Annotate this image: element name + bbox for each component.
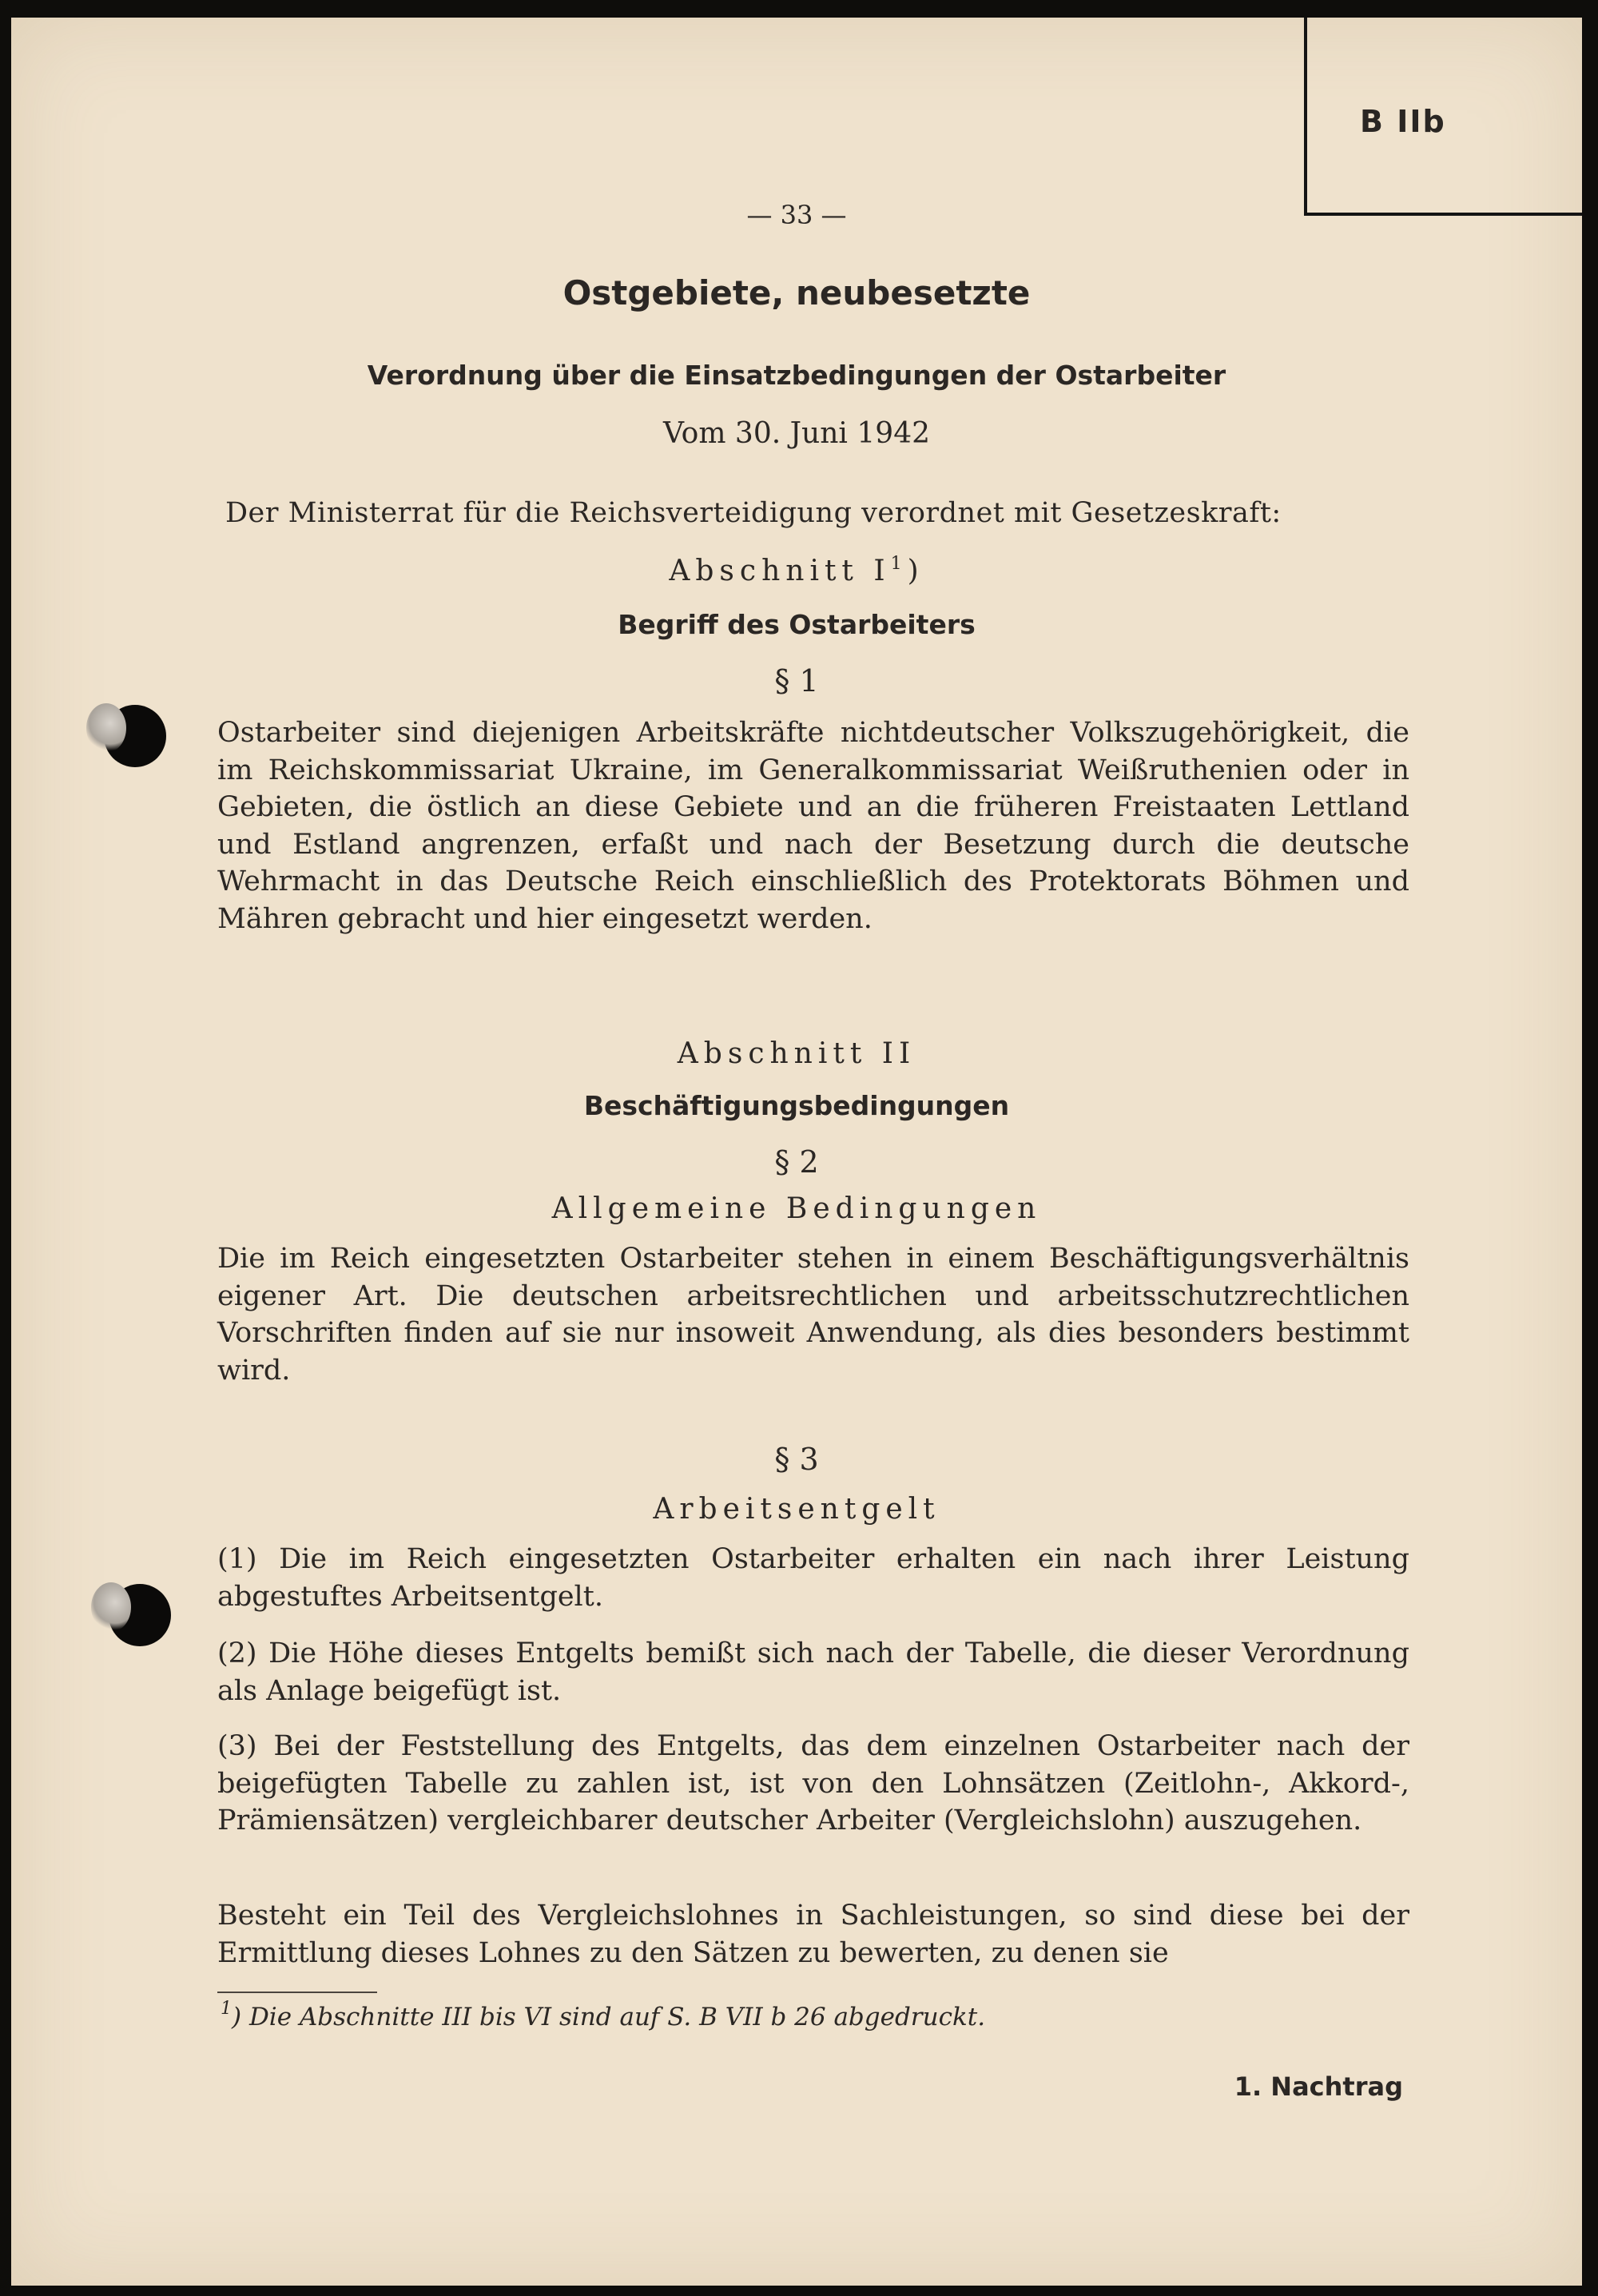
supplement-label: 1. Nachtrag (1234, 2071, 1403, 2102)
section-heading: Ostgebiete, neubesetzte (562, 273, 1031, 312)
part-1-subtitle: Begriff des Ostarbeiters (618, 609, 976, 640)
footnote-reference-paren: ) (907, 555, 924, 587)
section-3-title: Arbeitsentgelt (653, 1493, 940, 1526)
footnote-text: ) Die Abschnitte III bis VI sind auf S. B VII b 26 abgedruckt. (232, 2003, 986, 2031)
footnote-reference: 1 (890, 554, 908, 574)
section-3-sign: § 3 (774, 1442, 819, 1477)
section-3-subsection-1: (1) Die im Reich eingesetzten Ostarbeiter erhalten ein nach ihrer Leistung abgestuftes Arbeitsentgelt. (217, 1543, 1409, 1613)
section-3-continuation: Besteht ein Teil des Vergleichslohnes in Sachleistungen, so sind diese bei der Ermittlung dieses Lohnes zu den Sätzen zu bewerten, zu denen sie (217, 1900, 1409, 1969)
part-1-heading (11, 555, 1582, 587)
section-2-title: Allgemeine Bedingungen (551, 1192, 1042, 1225)
enacting-clause: Der Ministerrat für die Reichsverteidigung verordnet mit Gesetzeskraft: (225, 497, 1282, 529)
document-page (11, 18, 1582, 2286)
section-3-subsection-3: (3) Bei der Feststellung des Entgelts, das dem einzelnen Ostarbeiter nach der beigefügten Tabelle zu zahlen ist, ist von den Lohnsätzen (Zeitlohn-, Akkord-, Prämiensätzen) vergleichbarer deutscher Arbeiter (Vergleichslohn) auszugehen. (217, 1730, 1409, 1836)
punch-hole-bottom (109, 1584, 171, 1646)
footnote-mark: 1 (221, 1999, 232, 2019)
part-2-heading: Abschnitt II (677, 1037, 916, 1070)
footnote-rule (217, 1992, 377, 1993)
register-tab-label: B IIb (1360, 104, 1446, 139)
section-1-text: Ostarbeiter sind diejenigen Arbeitskräfte nichtdeutscher Volkszugehörigkeit, die im Reichskommissariat Ukraine, im Generalkommissariat Weißruthenien oder in Gebieten, die östlich an diese Gebiete und an die früheren Freistaaten Lettland und Estland angrenzen, erfaßt und nach der Besetzung durch die deutsche Wehrmacht in das Deutsche Reich einschließlich des Protektorats Böhmen und Mähren gebracht und hier eingesetzt werden. (217, 717, 1409, 935)
section-3-subsection-2: (2) Die Höhe dieses Entgelts bemißt sich nach der Tabelle, die dieser Verordnung als Anlage beigefügt ist. (217, 1637, 1409, 1707)
section-2-text: Die im Reich eingesetzten Ostarbeiter stehen in einem Beschäftigungsverhältnis eigener Art. Die deutschen arbeitsrechtlichen und arbeitsschutzrechtlichen Vorschriften finden auf sie nur insoweit Anwendung, als dies besonders bestimmt wird. (217, 1243, 1409, 1387)
part-2-subtitle: Beschäftigungsbedingungen (583, 1090, 1010, 1121)
page-number: — 33 — (746, 200, 847, 230)
punch-hole-top (104, 705, 166, 767)
part-1-label: Abschnitt I (669, 555, 891, 587)
footnote (221, 1999, 986, 2031)
section-1-sign: § 1 (774, 663, 819, 698)
section-2-sign: § 2 (774, 1144, 819, 1180)
decree-title: Verordnung über die Einsatzbedingungen der Ostarbeiter (367, 360, 1226, 391)
decree-date: Vom 30. Juni 1942 (662, 417, 931, 450)
